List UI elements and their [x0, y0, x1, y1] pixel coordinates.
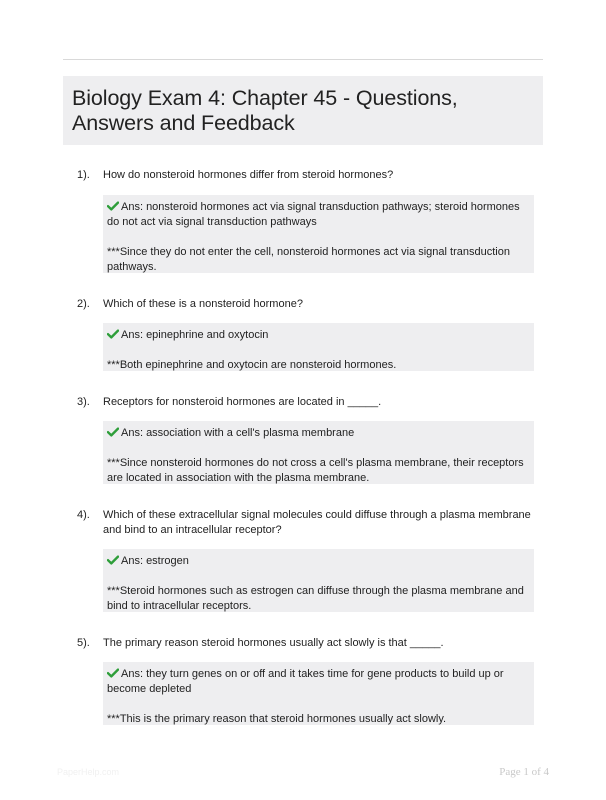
feedback-text: ***This is the primary reason that steroid hormones usually act slowly. [107, 713, 447, 725]
answer-box [103, 323, 534, 371]
answer-line [107, 200, 530, 230]
answer-box [103, 421, 534, 484]
checkmark-icon [107, 555, 119, 565]
top-divider [63, 59, 543, 60]
page-title: Biology Exam 4: Chapter 45 - Questions, Answers and Feedback [72, 86, 458, 135]
checkmark-icon [107, 201, 119, 211]
question-number: 1). [77, 169, 90, 181]
answer-text: Ans: epinephrine and oxytocin [121, 329, 269, 341]
answer-text: Ans: association with a cell's plasma membrane [121, 427, 355, 439]
answer-line [107, 426, 530, 441]
answer-text: Ans: they turn genes on or off and it takes time for gene products to build up or become depleted [107, 668, 504, 695]
answer-box [103, 549, 534, 612]
answer-line [107, 667, 530, 697]
answer-text: Ans: estrogen [121, 555, 189, 567]
question-text: How do nonsteroid hormones differ from steroid hormones? [103, 169, 394, 181]
watermark-text: PaperHelp.com [57, 767, 120, 777]
feedback-text: ***Since nonsteroid hormones do not cross a cell's plasma membrane, their receptors are located in association with the plasma membrane. [107, 457, 524, 484]
checkmark-icon [107, 668, 119, 678]
question-text: Which of these extracellular signal molecules could diffuse through a plasma membrane and bind to an intracellular receptor? [103, 509, 531, 536]
page-indicator: Page 1 of 4 [499, 766, 549, 778]
answer-box [103, 195, 534, 273]
question-text: The primary reason steroid hormones usually act slowly is that _____. [103, 637, 444, 649]
question-text: Which of these is a nonsteroid hormone? [103, 298, 303, 310]
feedback-text: ***Since they do not enter the cell, nonsteroid hormones act via signal transduction pathways. [107, 246, 510, 273]
checkmark-icon [107, 329, 119, 339]
answer-box [103, 662, 534, 725]
answer-line [107, 554, 530, 569]
question-text: Receptors for nonsteroid hormones are located in _____. [103, 396, 382, 408]
question-number: 4). [77, 509, 90, 521]
title-banner [63, 76, 543, 145]
answer-text: Ans: nonsteroid hormones act via signal transduction pathways; steroid hormones do not act via signal transduction pathways [107, 201, 520, 228]
feedback-text: ***Both epinephrine and oxytocin are nonsteroid hormones. [107, 359, 397, 371]
feedback-text: ***Steroid hormones such as estrogen can diffuse through the plasma membrane and bind to intracellular receptors. [107, 585, 524, 612]
checkmark-icon [107, 427, 119, 437]
question-number: 5). [77, 637, 90, 649]
question-number: 2). [77, 298, 90, 310]
question-number: 3). [77, 396, 90, 408]
answer-line [107, 328, 530, 343]
